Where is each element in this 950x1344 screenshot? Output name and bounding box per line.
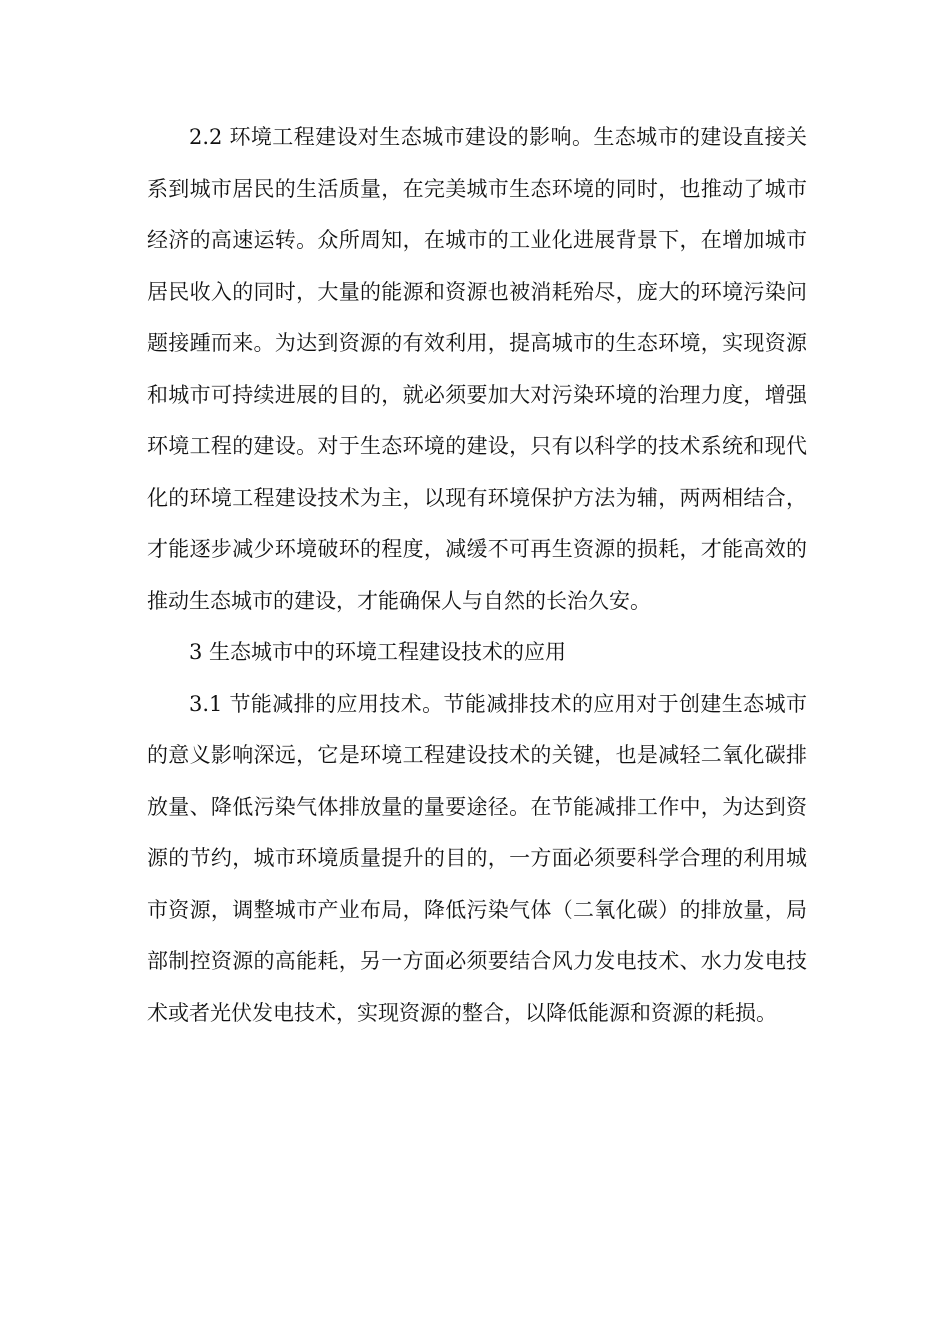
paragraph-section-2-2: 2.2 环境工程建设对生态城市建设的影响。生态城市的建设直接关系到城市居民的生活质量，在完美城市生态环境的同时，也推动了城市经济的高速运转。众所周知，在城市的工业化进展背景下，在增加城市居民收入的同时，大量的能源和资源也被消耗殆尽，庞大的环境污染问题接踵而来。为达到资源的有效利用，提高城市的生态环境，实现资源和城市可持续进展的目的，就必须要加大对污染环境的治理力度，增强环境工程的建设。对于生态环境的建设，只有以科学的技术系统和现代化的环境工程建设技术为主，以现有环境保护方法为辅，两两相结合，才能逐步减少环境破环的程度，减缓不可再生资源的损耗，才能高效的推动生态城市的建设，才能确保人与自然的长治久安。	[147, 125, 807, 613]
document-body	[147, 112, 807, 1039]
heading-section-3: 3 生态城市中的环境工程建设技术的应用	[189, 640, 567, 664]
paragraph-section-3-1: 3.1 节能减排的应用技术。节能减排技术的应用对于创建生态城市的意义影响深远，它是环境工程建设技术的关键，也是减轻二氧化碳排放量、降低污染气体排放量的量要途径。在节能减排工作中，为达到资源的节约，城市环境质量提升的目的，一方面必须要科学合理的利用城市资源，调整城市产业布局，降低污染气体（二氧化碳）的排放量，局部制控资源的高能耗，另一方面必须要结合风力发电技术、水力发电技术或者光伏发电技术，实现资源的整合，以降低能源和资源的耗损。	[147, 691, 807, 1025]
